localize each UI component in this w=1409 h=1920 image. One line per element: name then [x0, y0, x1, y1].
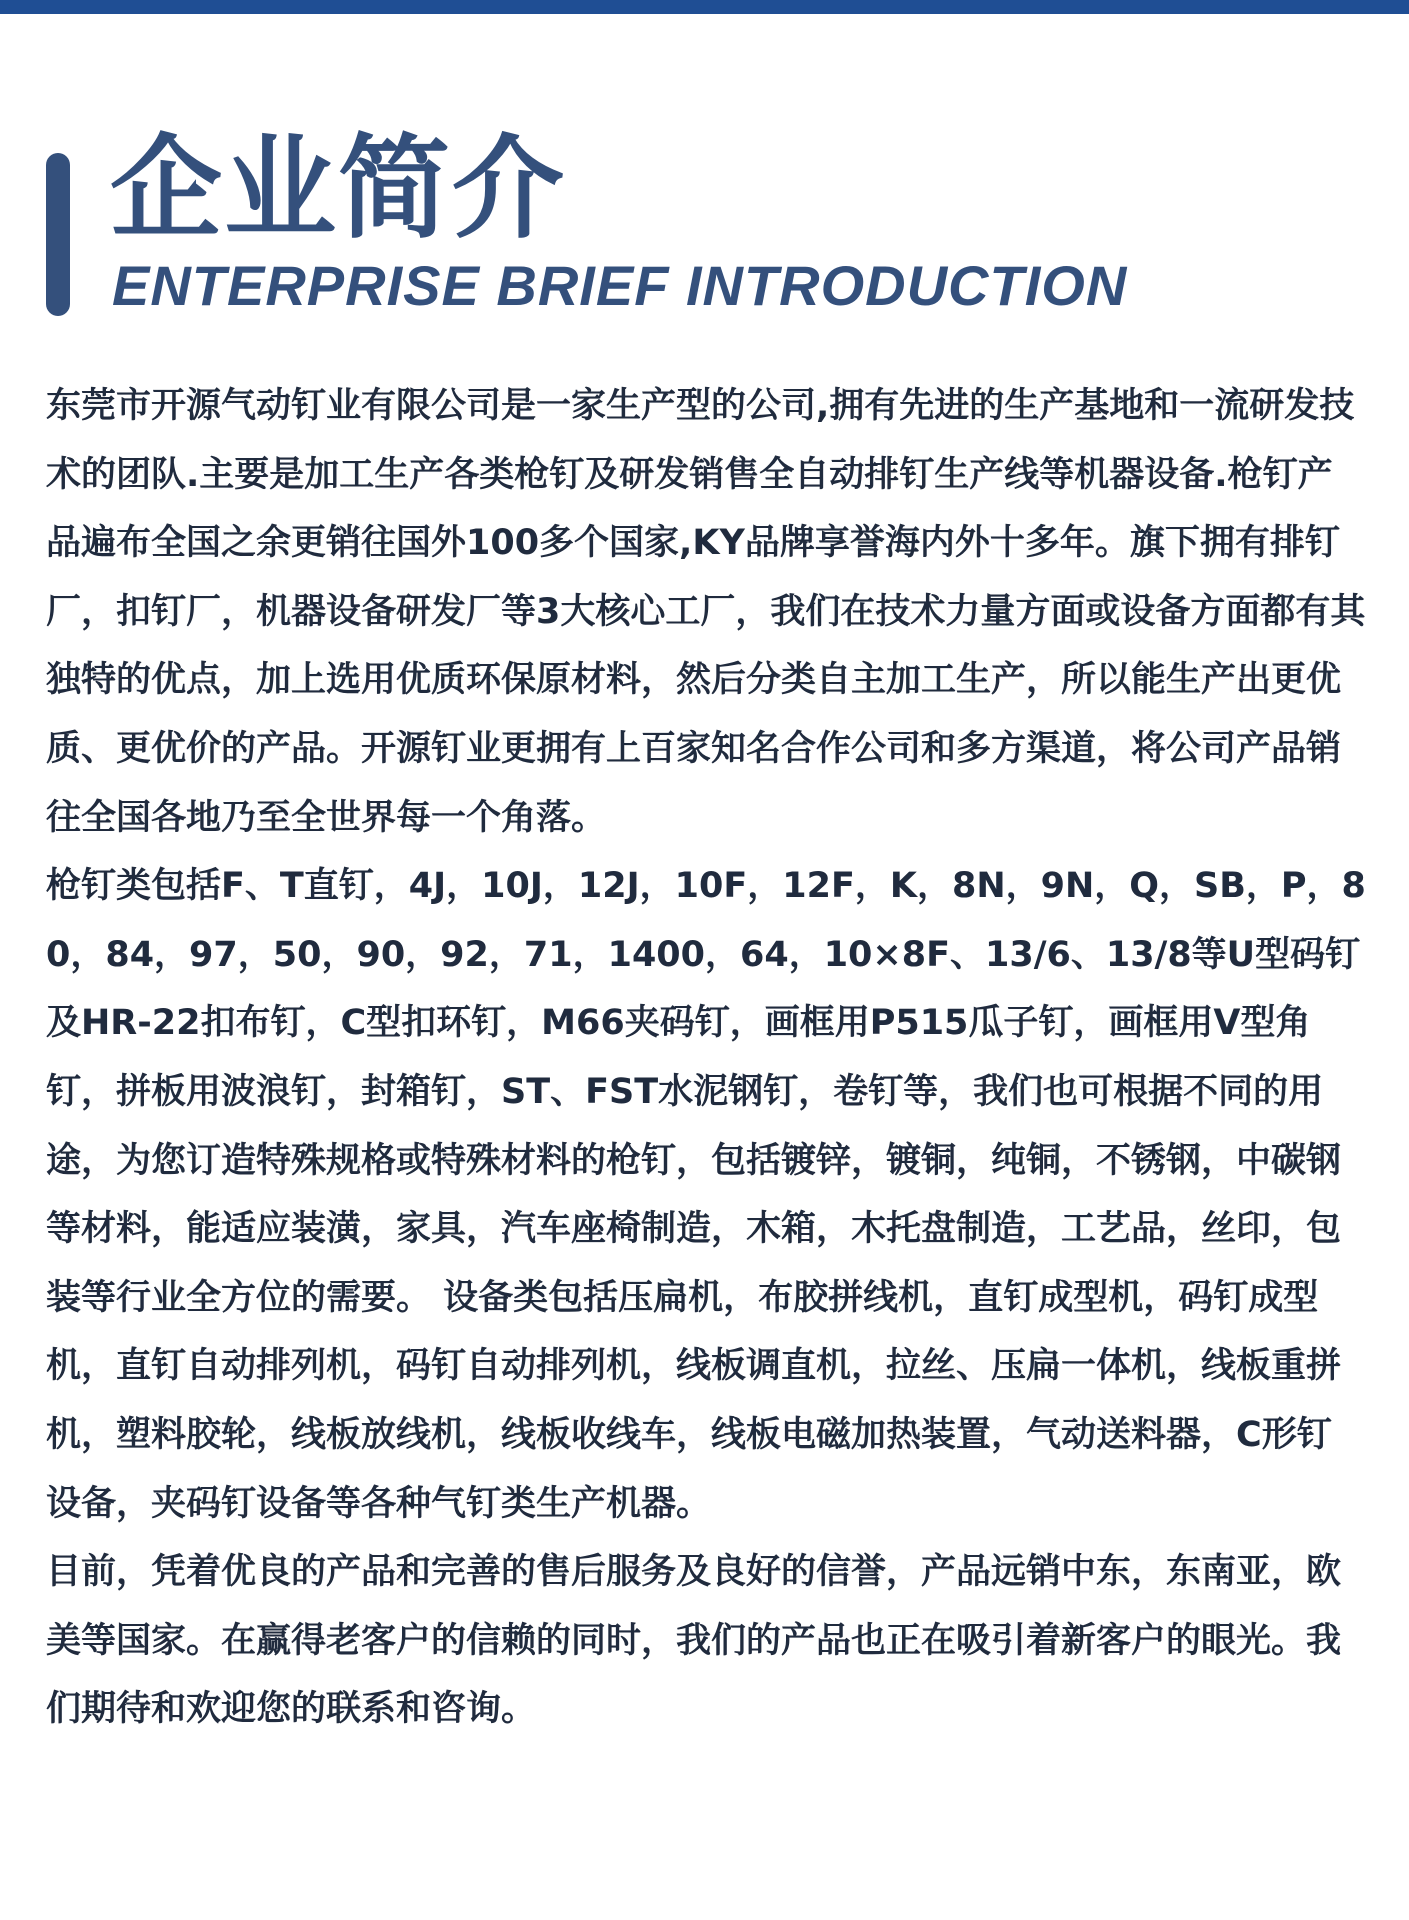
- top-bar: [0, 0, 1409, 14]
- intro-paragraph-market: 目前，凭着优良的产品和完善的售后服务及良好的信誉，产品远销中东，东南亚，欧美等国家。在赢得老客户的信赖的同时，我们的产品也正在吸引着新客户的眼光。我们期待和欢迎您的联系和咨询。: [46, 1552, 1342, 1730]
- page-subtitle: ENTERPRISE BRIEF INTRODUCTION: [112, 254, 1128, 317]
- intro-body: [46, 372, 1366, 1744]
- title-accent-bar: [46, 153, 70, 316]
- page-title: 企业简介: [110, 124, 566, 254]
- intro-paragraph-products: 枪钉类包括F、T直钉，4J，10J，12J，10F，12F，K，8N，9N，Q，SB，P，80，84，97，50，90，92，71，1400，64，10×8F、13/6、13/8等U型码钉及HR-22扣布钉，C型扣环钉，M66夹码钉，画框用P515瓜子钉，画框用V型角钉，拼板用波浪钉，封箱钉，ST、FST水泥钢钉，卷钉等，我们也可根据不同的用途，为您订造特殊规格或特殊材料的枪钉，包括镀锌，镀铜，纯铜，不锈钢，中碳钢等材料，能适应装潢，家具，汽车座椅制造，木箱，木托盘制造，工艺品，丝印，包装等行业全方位的需要。 设备类包括压扁机，布胶拼线机，直钉成型机，码钉成型机，直钉自动排列机，码钉自动排列机，线板调直机，拉丝、压扁一体机，线板重拼机，塑料胶轮，线板放线机，线板收线车，线板电磁加热装置，气动送料器，C形钉设备，夹码钉设备等各种气钉类生产机器。: [46, 866, 1366, 1524]
- intro-paragraph-company: 东莞市开源气动钉业有限公司是一家生产型的公司,拥有先进的生产基地和一流研发技术的团队.主要是加工生产各类枪钉及研发销售全自动排钉生产线等机器设备.枪钉产品遍布全国之余更销往国外100多个国家,KY品牌享誉海内外十多年。旗下拥有排钉厂，扣钉厂，机器设备研发厂等3大核心工厂，我们在技术力量方面或设备方面都有其独特的优点，加上选用优质环保原材料，然后分类自主加工生产，所以能生产出更优质、更优价的产品。开源钉业更拥有上百家知名合作公司和多方渠道，将公司产品销往全国各地乃至全世界每一个角落。: [46, 386, 1366, 838]
